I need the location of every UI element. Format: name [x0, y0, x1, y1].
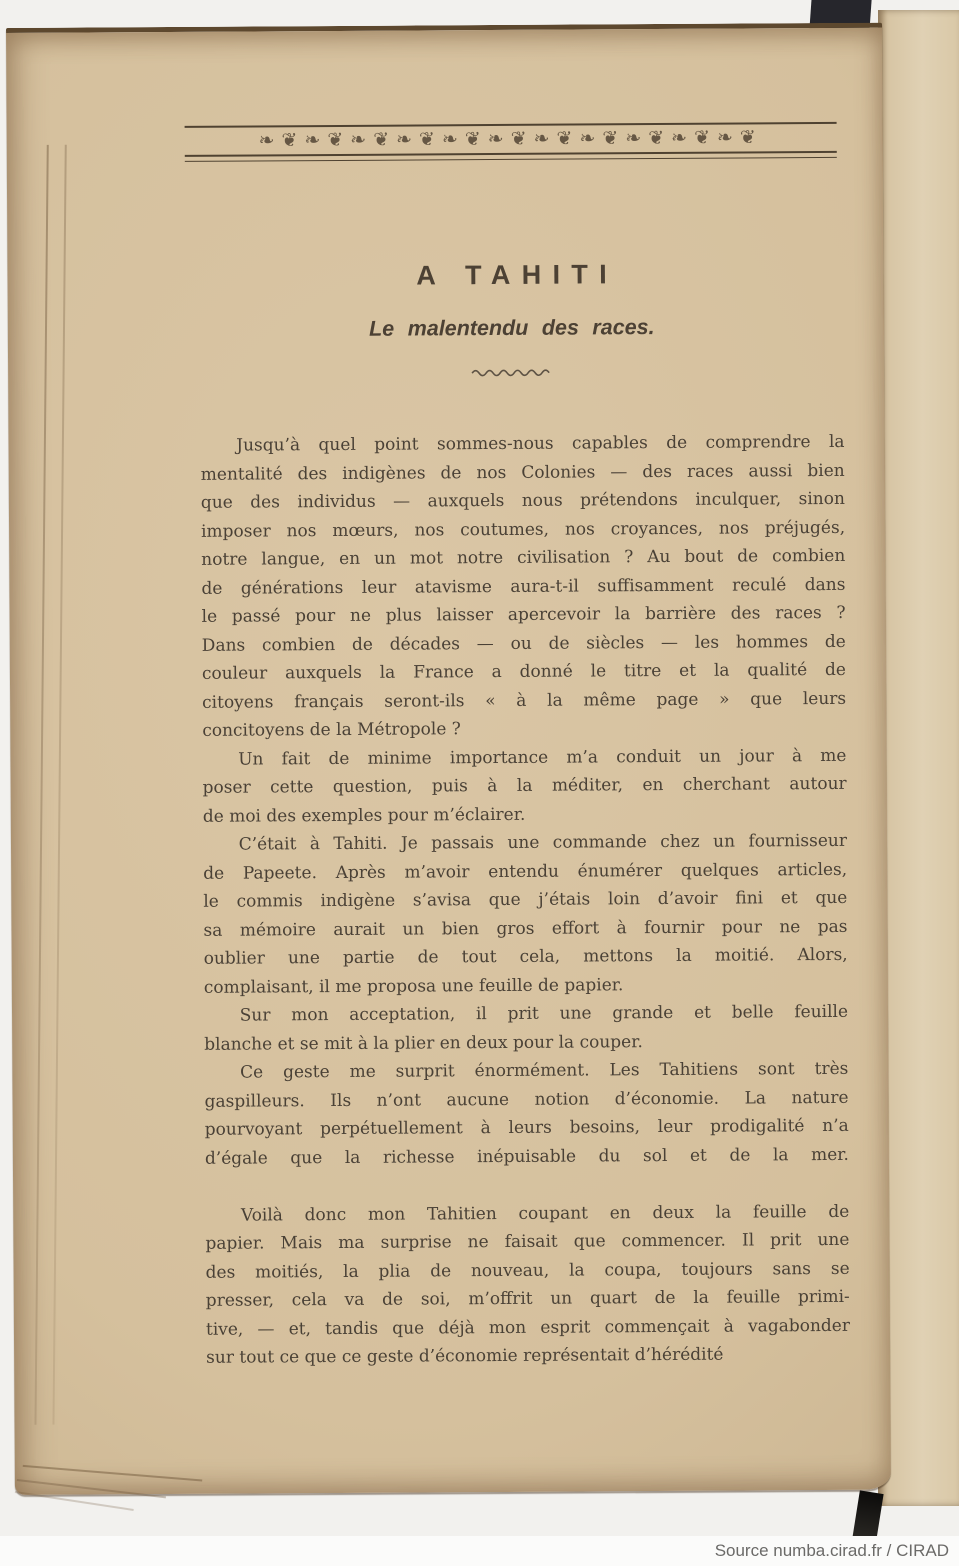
text-line	[205, 1169, 849, 1201]
floral-scroll-ornament: ❧❦❧❦❧❦❧❦❧❦❧❦❧❦❧❦❧❦❧❦❧❦	[258, 126, 763, 152]
text-line: gaspilleurs. Ils n’ont aucune notion d’économie. La nature	[204, 1087, 849, 1112]
text-line: Voilà donc mon Tahitien coupant en deux la feuille de	[240, 1201, 850, 1226]
page-edge-line	[52, 145, 66, 1425]
text-line: sur tout ce que ce geste d’économie représentait d’hérédité	[206, 1344, 724, 1368]
text-line: oublier une partie de tout cela, mettons la moitié. Alors,	[203, 944, 848, 969]
source-attribution-bar	[0, 1536, 959, 1566]
fanned-page-edge	[23, 1465, 203, 1482]
underlying-pages-fore-edge	[878, 10, 959, 1506]
wavy-divider-icon	[470, 367, 554, 378]
text-line: concitoyens de la Métropole ?	[202, 719, 461, 741]
text-line: Ce geste me surprit énormément. Les Tahitiens sont très	[240, 1058, 849, 1083]
text-line: couleur auxquels la France a donné le titre et la qualité de	[201, 659, 846, 684]
text-line: citoyens français seront-ils « à la même page » que leurs	[202, 688, 847, 713]
wavy-divider	[186, 360, 838, 383]
text-line: poser cette question, puis à la méditer, en cherchant autour	[202, 773, 847, 798]
text-line: Sur mon acceptation, il prit une grande et belle feuille	[239, 1001, 849, 1026]
paragraph	[204, 1055, 849, 1201]
text-line: C’était à Tahiti. Je passais une commande chez un fournisseur	[238, 830, 848, 855]
paragraph	[202, 741, 847, 830]
body-text	[200, 428, 850, 1372]
paragraph	[200, 428, 846, 745]
text-line: tive, — et, tandis que déjà mon esprit commençait à vagabonder	[205, 1315, 851, 1340]
text-line: de générations leur atavisme aura-t-il suffisamment reculé dans	[201, 574, 846, 599]
text-line: sa mémoire aurait un bien gros effort à fournir pour ne pas	[203, 916, 848, 941]
text-line: blanche et se mit à la plier en deux pour la couper.	[204, 1031, 643, 1055]
text-line: complaisant, il me proposa une feuille de papier.	[203, 974, 624, 998]
text-line: que des individus — auxquels nous prétendons inculquer, sinon	[200, 488, 845, 513]
book-page	[6, 23, 891, 1495]
text-line: le passé pour ne plus laisser apercevoir la barrière des races ?	[201, 602, 846, 627]
text-line: de moi des exemples pour m’éclairer.	[202, 804, 526, 827]
paragraph	[205, 1197, 850, 1372]
text-line: Jusqu’à quel point sommes-nous capables de comprendre la	[236, 431, 845, 456]
paragraph	[204, 998, 848, 1059]
source-attribution-text: Source numba.cirad.fr / CIRAD	[714, 1541, 949, 1560]
chapter-subtitle: Le malentendu des races.	[369, 315, 655, 341]
text-line: des moitiés, la plia de nouveau, la coupa, toujours sans se	[205, 1258, 850, 1283]
text-line: d’égale que la richesse inépuisable du sol et de la mer.	[204, 1144, 849, 1169]
fanned-page-edge	[15, 1491, 134, 1511]
text-line: papier. Mais ma surprise ne faisait que commencer. Il prit une	[205, 1229, 850, 1254]
ornamental-headband	[185, 122, 837, 162]
paragraph	[203, 827, 848, 1002]
text-line: mentalité des indigènes de nos Colonies — des races aussi bien	[200, 460, 845, 485]
text-line: de Papeete. Après m’avoir entendu énumérer quelques articles,	[203, 859, 848, 884]
text-line: imposer nos mœurs, nos coutumes, nos croyances, nos préjugés,	[201, 517, 846, 542]
text-line: Dans combien de décades — ou de siècles — les hommes de	[201, 631, 846, 656]
bookmark-ribbon	[852, 1490, 883, 1541]
text-line: le commis indigène s’avisa que j’étais loin d’avoir fini et que	[203, 887, 848, 912]
text-line: notre langue, en un mot notre civilisation ? Au bout de combien	[201, 545, 846, 570]
chapter-title: A TAHITI	[416, 259, 619, 291]
text-line: presser, cela va de soi, m’offrit un quart de la feuille primi-	[205, 1286, 850, 1311]
text-line: Un fait de minime importance m’a conduit un jour à me	[238, 745, 847, 770]
page-edge-line	[34, 145, 48, 1425]
text-line: pourvoyant perpétuellement à leurs besoins, leur prodigalité n’a	[204, 1115, 849, 1140]
